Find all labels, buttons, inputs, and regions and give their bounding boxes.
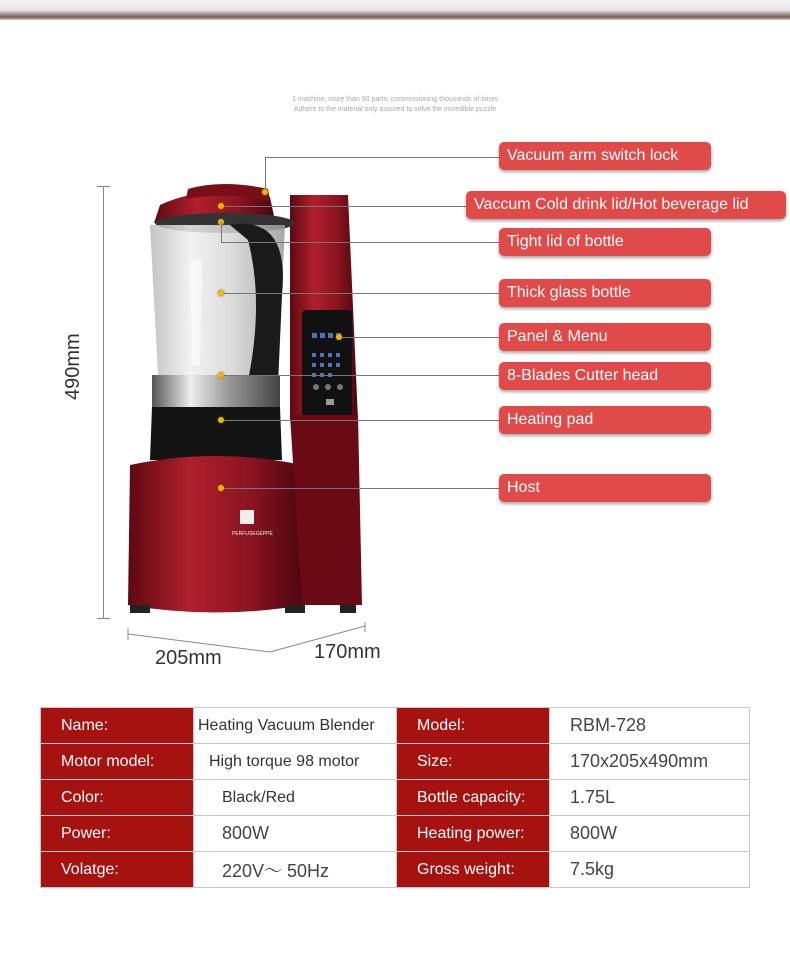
spec-value: 1.75L xyxy=(550,780,750,816)
spec-value: 7.5kg xyxy=(550,852,750,888)
spec-key: Power: xyxy=(41,816,194,852)
spec-row xyxy=(41,780,750,816)
leader-line-4 xyxy=(221,293,503,294)
callout-tight-lid: Tight lid of bottle xyxy=(499,228,711,256)
callout-vacuum-arm-switch-lock: Vacuum arm switch lock xyxy=(499,142,711,170)
leader-line-8 xyxy=(221,488,503,489)
spec-value: 800W xyxy=(550,816,750,852)
leader-line-1 xyxy=(265,157,500,158)
callout-thick-glass-bottle: Thick glass bottle xyxy=(499,279,711,307)
marker-dot-8 xyxy=(218,485,224,491)
spec-key: Bottle capacity: xyxy=(397,780,550,816)
marker-dot-1 xyxy=(262,189,268,195)
leader-vertical-1 xyxy=(265,157,266,191)
callout-panel-menu: Panel & Menu xyxy=(499,323,711,351)
spec-value: High torque 98 motor xyxy=(194,744,397,780)
marker-dot-4 xyxy=(218,290,224,296)
tagline-line-2: Adhere to the material only assured to solve the incredible puzzle xyxy=(293,106,497,113)
spec-row xyxy=(41,708,750,744)
leader-line-2 xyxy=(221,206,470,207)
spec-value: 220V～ 50Hz xyxy=(194,852,397,888)
top-banner-strip xyxy=(0,0,790,20)
marker-dot-6 xyxy=(218,372,224,378)
height-dimension-label: 490mm xyxy=(62,333,84,400)
leader-vertical-3 xyxy=(221,222,222,242)
spec-key: Color: xyxy=(41,780,194,816)
callout-vacuum-lid: Vaccum Cold drink lid/Hot beverage lid xyxy=(466,191,786,219)
spec-key: Size: xyxy=(397,744,550,780)
spec-key: Volatge: xyxy=(41,852,194,888)
callout-host: Host xyxy=(499,474,711,502)
leader-line-6 xyxy=(221,375,503,376)
spec-value: 800W xyxy=(194,816,397,852)
leader-line-5 xyxy=(339,337,503,338)
marker-dot-7 xyxy=(218,417,224,423)
spec-key: Heating power: xyxy=(397,816,550,852)
spec-key: Motor model: xyxy=(41,744,194,780)
width-dimension-label: 205mm xyxy=(155,647,222,669)
marker-dot-5 xyxy=(336,334,342,340)
spec-key: Model: xyxy=(397,708,550,744)
spec-row xyxy=(41,852,750,888)
callout-cutter-head: 8-Blades Cutter head xyxy=(499,362,711,390)
leader-line-3 xyxy=(221,242,503,243)
spec-row xyxy=(41,744,750,780)
spec-value: 170x205x490mm xyxy=(550,744,750,780)
depth-dimension-label: 170mm xyxy=(314,641,381,663)
spec-value: RBM-728 xyxy=(550,708,750,744)
spec-value: Black/Red xyxy=(194,780,397,816)
callout-heating-pad: Heating pad xyxy=(499,406,711,434)
leader-line-7 xyxy=(221,420,503,421)
spec-row xyxy=(41,816,750,852)
marker-dot-2 xyxy=(218,203,224,209)
spec-value: Heating Vacuum Blender xyxy=(194,708,397,744)
spec-key: Gross weight: xyxy=(397,852,550,888)
spec-key: Name: xyxy=(41,708,194,744)
tagline-line-1: 1 machine, more than 90 parts, commissioning thousands of times xyxy=(292,96,498,103)
brand-label: PERFUSEGEPPE xyxy=(232,531,273,537)
spec-table xyxy=(40,707,750,888)
